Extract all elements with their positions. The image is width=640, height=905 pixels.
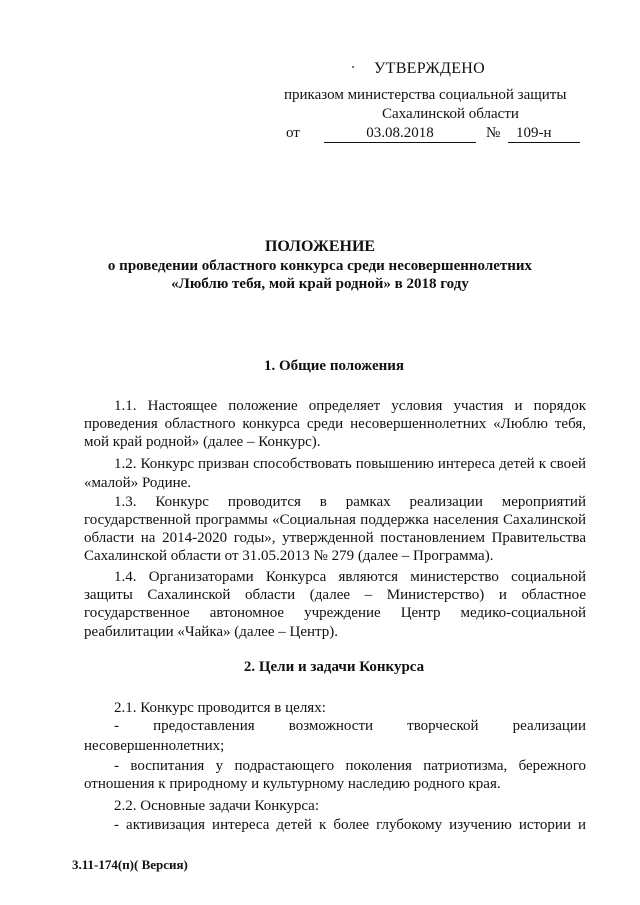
section-1-line: государственной программы «Социальная поддержка населения Сахалинской [84,512,586,528]
section-1-line: проведения областного конкурса среди несовершеннолетних «Люблю тебя, [84,416,586,432]
section-1-line: государственное автономное учреждение Центр медико-социальной [84,605,586,621]
section-2-line: - воспитания у подрастающего поколения патриотизма, бережного [114,758,586,774]
section-1-line: 1.4. Организаторами Конкурса являются министерство социальной [114,569,586,585]
section-1-line: мой край родной» (далее – Конкурс). [84,434,321,450]
section-2-line: несовершеннолетних; [84,738,225,754]
section-2-line: 2.1. Конкурс проводится в целях: [114,700,326,716]
approval-region-line: Сахалинской области [382,106,519,122]
approval-date-label: от [286,125,300,141]
section-1-line: реабилитации «Чайка» (далее – Центр). [84,624,339,640]
section-1-line: области на 2014-2020 годы», утвержденной постановлением Правительства [84,530,586,546]
document-subtitle-line1: о проведении областного конкурса среди несовершеннолетних [107,258,533,274]
section-2-line: 2.2. Основные задачи Конкурса: [114,798,319,814]
approval-order-line: приказом министерства социальной защиты [284,87,567,103]
section-1-line: Сахалинской области от 31.05.2013 № 279 (далее – Программа). [84,548,494,564]
section-1-line: 1.3. Конкурс проводится в рамках реализации мероприятий [114,494,586,510]
approval-number-value: 109-н [508,125,580,143]
section-2-line: - предоставления возможности творческой реализации [114,718,586,734]
section-2-line: отношения к природному и культурному наследию родного края. [84,776,501,792]
footer-document-code: 3.11-174(п)( Версия) [72,857,188,872]
section-1-line: «малой» Родине. [84,475,192,491]
document-title: ПОЛОЖЕНИЕ [264,238,376,255]
section-1-line: 1.2. Конкурс призван способствовать повышению интереса детей к своей [114,456,586,472]
approval-number-label: № [486,125,501,141]
section-1-line: 1.1. Настоящее положение определяет условия участия и порядок [114,398,586,414]
document-subtitle-line2: «Люблю тебя, мой край родной» в 2018 году [171,276,469,292]
approval-title: УТВЕРЖДЕНО [374,60,486,77]
section-1-heading: 1. Общие положения [263,358,405,374]
section-2-heading: 2. Цели и задачи Конкурса [243,659,425,675]
section-2-line: - активизация интереса детей к более глубокому изучению истории и [114,817,586,833]
section-1-line: защиты Сахалинской области (далее – Министерство) и областное [84,587,586,603]
scan-speck [352,66,354,68]
approval-date-value: 03.08.2018 [324,125,476,143]
